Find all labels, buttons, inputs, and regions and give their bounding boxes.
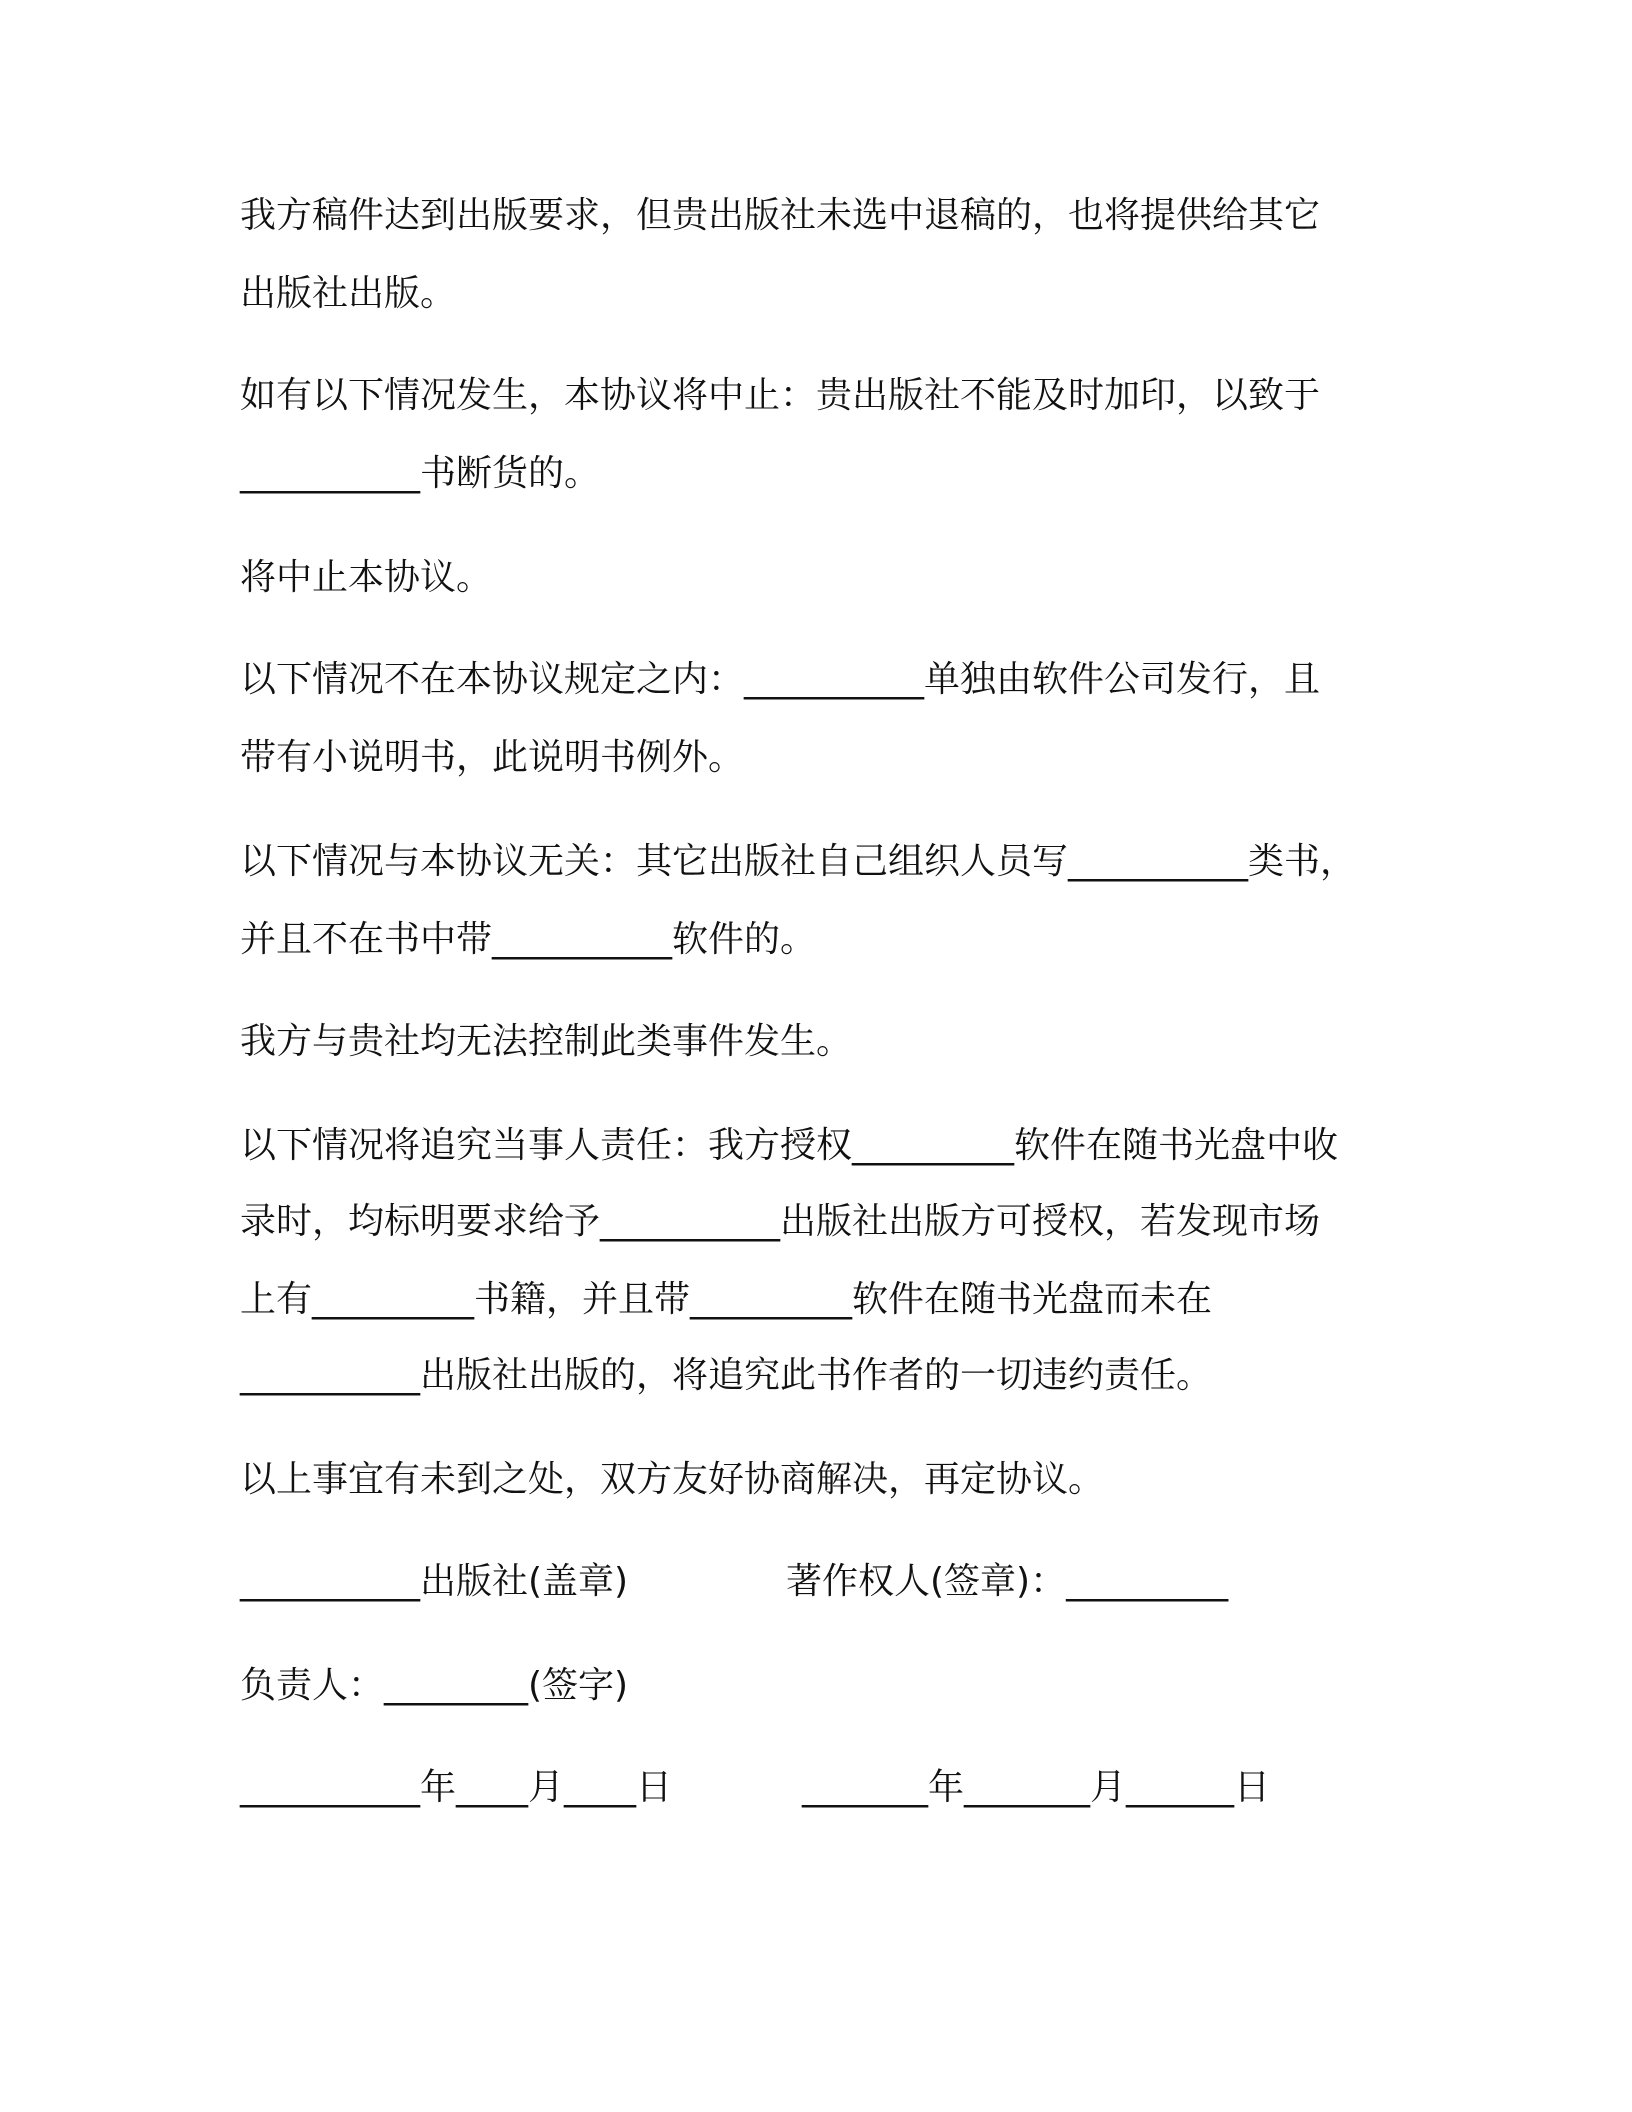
date-right-line: _______年_______月______日 [802,1767,1270,1808]
paragraph-7-line-2: 录时，均标明要求给予__________出版社出版方可授权，若发现市场 [240,1201,1321,1242]
paragraph-8-line-1: 以上事宜有未到之处，双方友好协商解决，再定协议。 [240,1459,1105,1500]
paragraph-2-line-1: 如有以下情况发生，本协议将中止：贵出版社不能及时加印，以致于 [240,375,1321,416]
paragraph-4-line-1: 以下情况不在本协议规定之内：__________单独由软件公司发行，且 [240,659,1321,700]
paragraph-7-line-3: 上有_________书籍，并且带_________软件在随书光盘而未在 [240,1279,1213,1320]
paragraph-3-line-1: 将中止本协议。 [240,557,493,598]
responsible-person-line: 负责人：________(签字) [240,1665,629,1706]
date-left-line: __________年____月____日 [240,1767,672,1808]
paragraph-7-line-4: __________出版社出版的，将追究此书作者的一切违约责任。 [240,1355,1213,1396]
publisher-seal-line: __________出版社(盖章) [240,1561,629,1602]
paragraph-2-line-2: __________书断货的。 [240,453,601,494]
paragraph-4-line-2: 带有小说明书，此说明书例外。 [240,737,745,778]
paragraph-5-line-2: 并且不在书中带__________软件的。 [240,919,817,960]
paragraph-1-line-2: 出版社出版。 [240,273,457,314]
paragraph-1-line-1: 我方稿件达到出版要求，但贵出版社未选中退稿的，也将提供给其它 [240,195,1321,236]
paragraph-5-line-1: 以下情况与本协议无关：其它出版社自己组织人员写__________类书， [240,841,1357,882]
author-seal-line: 著作权人(签章)：_________ [786,1561,1229,1602]
paragraph-6-line-1: 我方与贵社均无法控制此类事件发生。 [240,1021,853,1062]
paragraph-7-line-1: 以下情况将追究当事人责任：我方授权_________软件在随书光盘中收 [240,1125,1339,1166]
